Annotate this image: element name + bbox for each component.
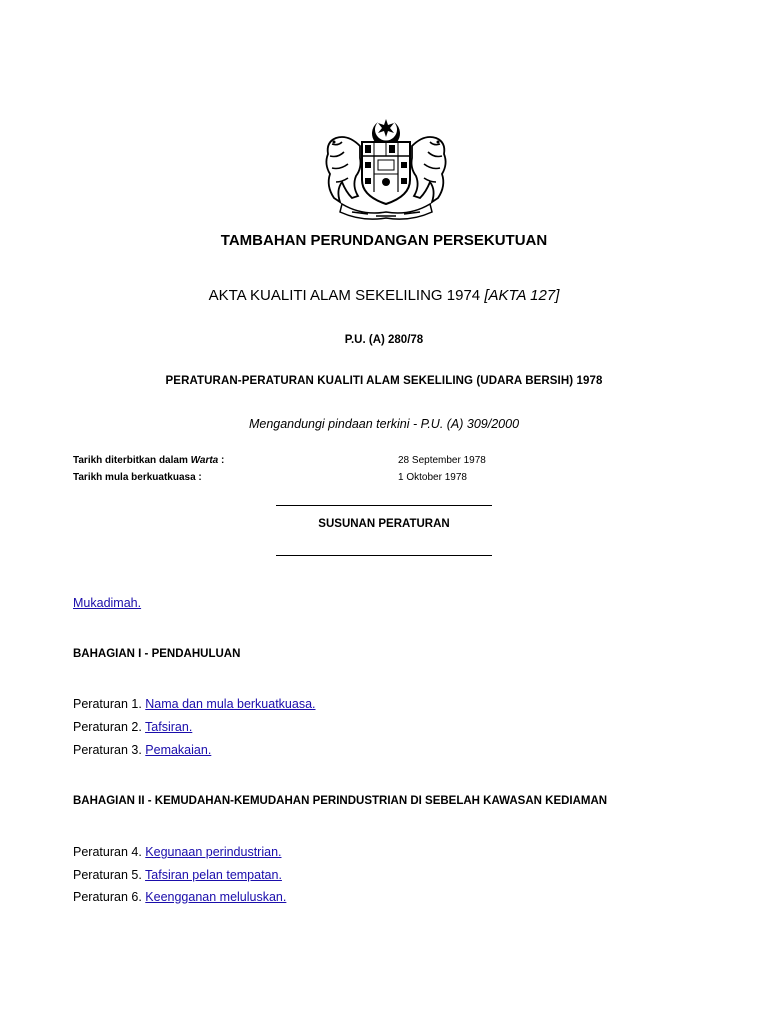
published-date-value: 28 September 1978	[398, 455, 486, 466]
part-1-heading: BAHAGIAN I - PENDAHULUAN	[73, 648, 241, 660]
pu-number: P.U. (A) 280/78	[344, 334, 424, 346]
regulation-prefix: Peraturan 1.	[73, 697, 142, 711]
commencement-date-value: 1 Oktober 1978	[398, 472, 467, 483]
act-title	[0, 287, 768, 304]
commencement-date-label: Tarikh mula berkuatkuasa :	[73, 472, 202, 483]
regulation-item	[73, 743, 211, 757]
warta-label: Warta	[190, 455, 219, 466]
part-2-heading: BAHAGIAN II - KEMUDAHAN-KEMUDAHAN PERINDUSTRIAN DI SEBELAH KAWASAN KEDIAMAN	[73, 795, 608, 807]
regulation-link[interactable]: Tafsiran.	[145, 720, 193, 734]
regulation-link[interactable]: Keengganan meluluskan.	[145, 890, 287, 904]
regulation-item	[73, 890, 286, 904]
regulation-item	[73, 720, 192, 734]
act-reference: [AKTA 127]	[484, 287, 560, 304]
regulations-title: PERATURAN-PERATURAN KUALITI ALAM SEKELILING (UDARA BERSIH) 1978	[165, 375, 603, 387]
act-name: AKTA KUALITI ALAM SEKELILING 1974	[208, 287, 481, 304]
regulation-prefix: Peraturan 4.	[73, 845, 142, 859]
regulation-prefix: Peraturan 3.	[73, 743, 142, 757]
divider-top	[276, 505, 492, 506]
divider-bottom	[276, 555, 492, 556]
regulation-prefix: Peraturan 5.	[73, 868, 142, 882]
regulation-prefix: Peraturan 2.	[73, 720, 142, 734]
regulation-item	[73, 845, 282, 859]
published-label-prefix: Tarikh diterbitkan dalam	[73, 455, 188, 466]
regulation-link[interactable]: Pemakaian.	[145, 743, 212, 757]
regulation-link[interactable]: Tafsiran pelan tempatan.	[145, 868, 282, 882]
regulation-item	[73, 868, 282, 882]
published-date-label	[73, 455, 224, 466]
amendment-note: Mengandungi pindaan terkini - P.U. (A) 309/2000	[248, 417, 520, 431]
regulation-link[interactable]: Nama dan mula berkuatkuasa.	[145, 697, 316, 711]
malaysia-coat-of-arms-icon	[318, 112, 454, 222]
regulation-prefix: Peraturan 6.	[73, 890, 142, 904]
preamble-item	[73, 596, 141, 610]
document-title: TAMBAHAN PERUNDANGAN PERSEKUTUAN	[220, 232, 548, 249]
regulation-link[interactable]: Kegunaan perindustrian.	[145, 845, 282, 859]
commencement-date-row	[73, 472, 202, 483]
contents-heading: SUSUNAN PERATURAN	[318, 518, 450, 530]
published-date-row	[73, 455, 224, 466]
preamble-link[interactable]: Mukadimah.	[73, 596, 142, 610]
published-label-suffix: :	[218, 455, 225, 466]
regulation-item	[73, 697, 316, 711]
